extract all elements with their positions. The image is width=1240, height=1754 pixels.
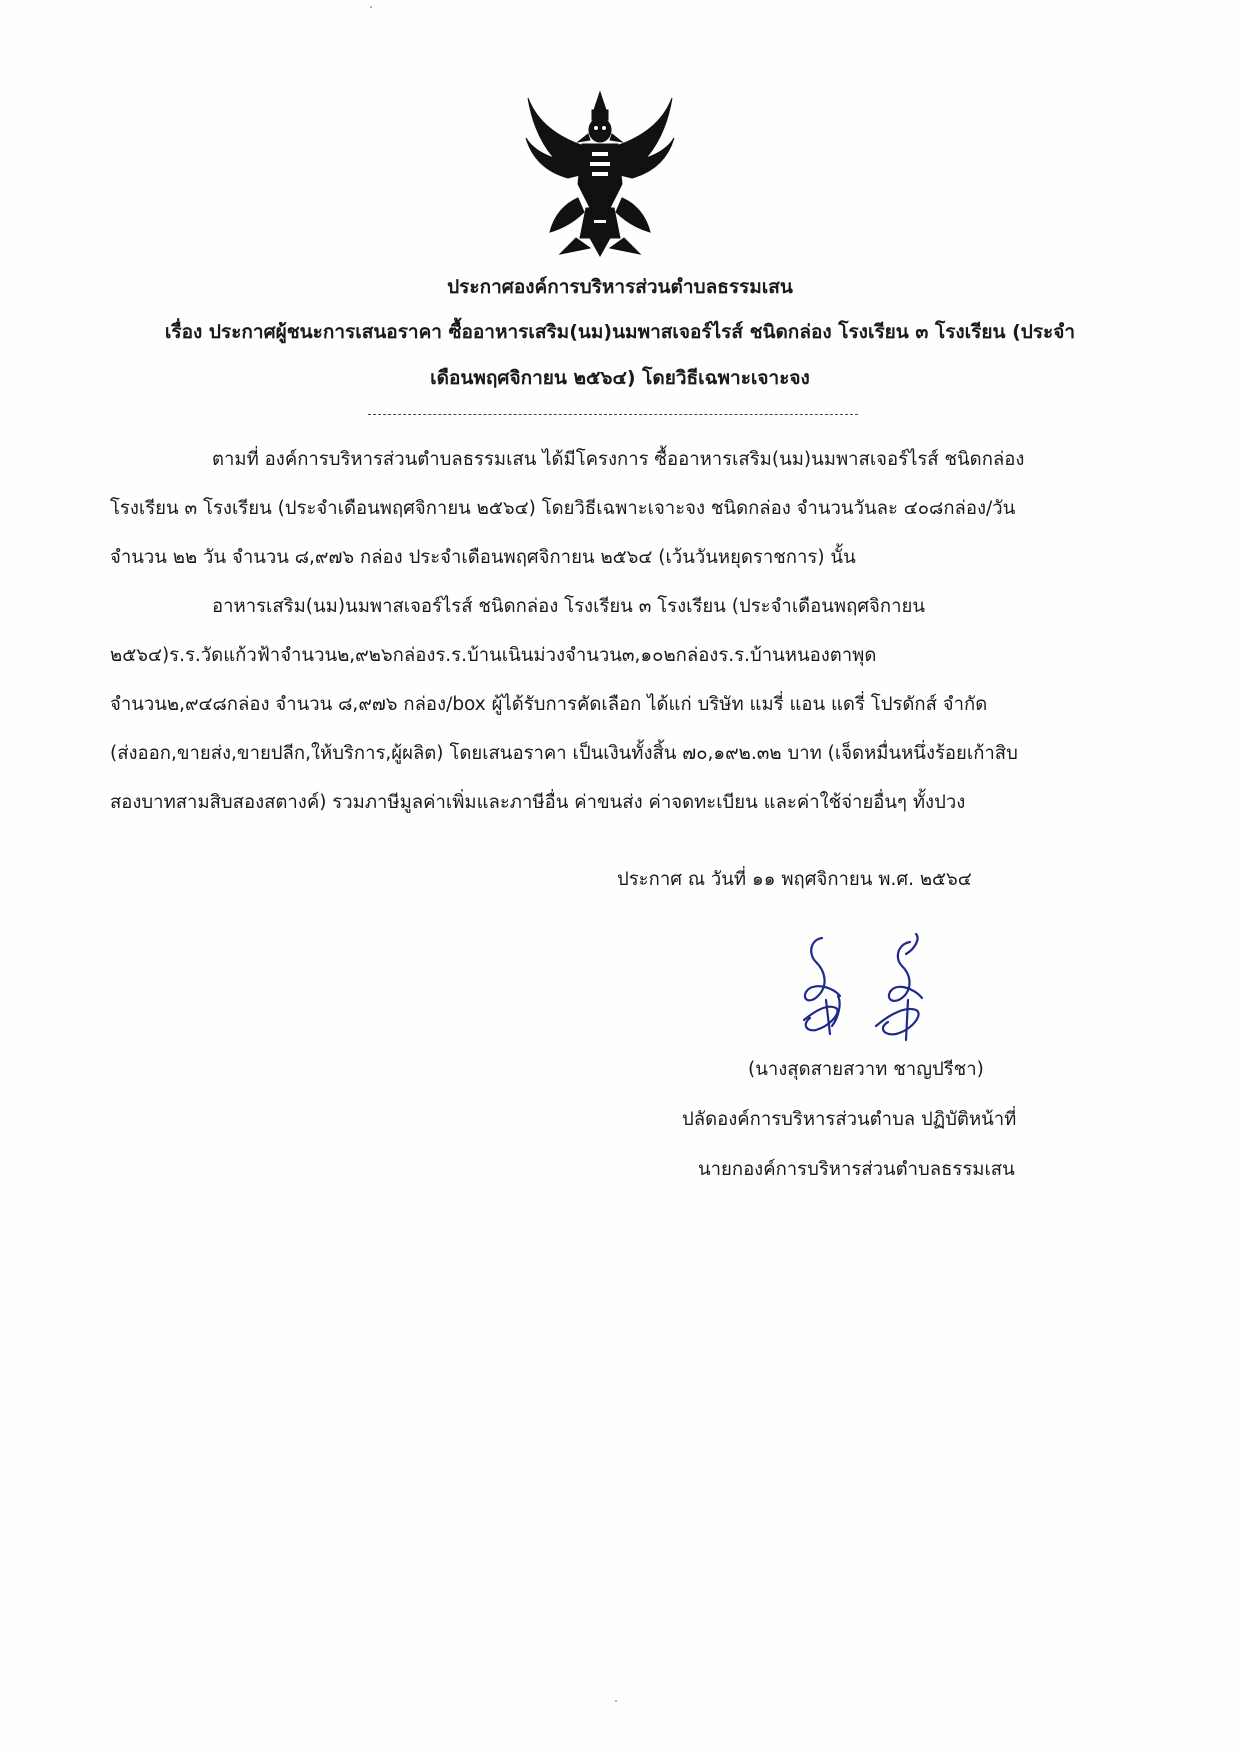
announcement-date: ประกาศ ณ วันที่ ๑๑ พฤศจิกายน พ.ศ. ๒๕๖๔ bbox=[617, 869, 972, 890]
body-line: ตามที่ องค์การบริหารส่วนตำบลธรรมเสน ได้มีโครงการ ซื้ออาหารเสริม(นม)นมพาสเจอร์ไรส์ ชนิดกล่อง bbox=[212, 449, 1025, 470]
document-title: ประกาศองค์การบริหารส่วนตำบลธรรมเสน bbox=[447, 276, 793, 298]
body-line: โรงเรียน ๓ โรงเรียน (ประจำเดือนพฤศจิกายน ๒๕๖๔) โดยวิธีเฉพาะเจาะจง ชนิดกล่อง จำนวนวันละ ๔๐๘กล่อง/วัน bbox=[110, 498, 1016, 519]
body-line: จำนวน๒,๙๔๘กล่อง จำนวน ๘,๙๗๖ กล่อง/box ผู้ได้รับการคัดเลือก ได้แก่ บริษัท แมรี่ แอน แดรี่ โปรดักส์ จำกัด bbox=[110, 694, 988, 715]
body-line: สองบาทสามสิบสองสตางค์) รวมภาษีมูลค่าเพิ่มและภาษีอื่น ค่าขนส่ง ค่าจดทะเบียน และค่าใช้จ่ายอื่นๆ ทั้งปวง bbox=[110, 792, 966, 813]
signatory-name: (นางสุดสายสวาท ชาญปรีชา) bbox=[748, 1059, 984, 1080]
body-line: ๒๕๖๔)ร.ร.วัดแก้วฟ้าจำนวน๒,๙๒๖กล่องร.ร.บ้านเนินม่วงจำนวน๓,๑๐๒กล่องร.ร.บ้านหนองตาพุด bbox=[110, 645, 877, 666]
handwritten-signature bbox=[780, 930, 970, 1060]
body-line: จำนวน ๒๒ วัน จำนวน ๘,๙๗๖ กล่อง ประจำเดือนพฤศจิกายน ๒๕๖๔ (เว้นวันหยุดราชการ) นั้น bbox=[110, 547, 856, 568]
scan-speck bbox=[370, 6, 372, 8]
subject-line-1: เรื่อง ประกาศผู้ชนะการเสนอราคา ซื้ออาหารเสริม(นม)นมพาสเจอร์ไรส์ ชนิดกล่อง โรงเรียน ๓ โรงเรียน (ประจำ bbox=[164, 321, 1076, 343]
signatory-position: ปลัดองค์การบริหารส่วนตำบล ปฏิบัติหน้าที่ bbox=[682, 1109, 1017, 1130]
body-line: อาหารเสริม(นม)นมพาสเจอร์ไรส์ ชนิดกล่อง โรงเรียน ๓ โรงเรียน (ประจำเดือนพฤศจิกายน bbox=[212, 596, 925, 617]
scan-speck bbox=[615, 1700, 617, 1702]
subject-line-2: เดือนพฤศจิกายน ๒๕๖๔) โดยวิธีเฉพาะเจาะจง bbox=[430, 367, 810, 389]
dashed-divider bbox=[368, 414, 858, 415]
garuda-emblem-icon bbox=[520, 88, 680, 258]
signatory-position: นายกองค์การบริหารส่วนตำบลธรรมเสน bbox=[698, 1159, 1015, 1180]
body-line: (ส่งออก,ขายส่ง,ขายปลีก,ให้บริการ,ผู้ผลิต) โดยเสนอราคา เป็นเงินทั้งสิ้น ๗๐,๑๙๒.๓๒ บาท (เจ็ดหมื่นหนึ่งร้อยเก้าสิบ bbox=[110, 743, 1018, 764]
